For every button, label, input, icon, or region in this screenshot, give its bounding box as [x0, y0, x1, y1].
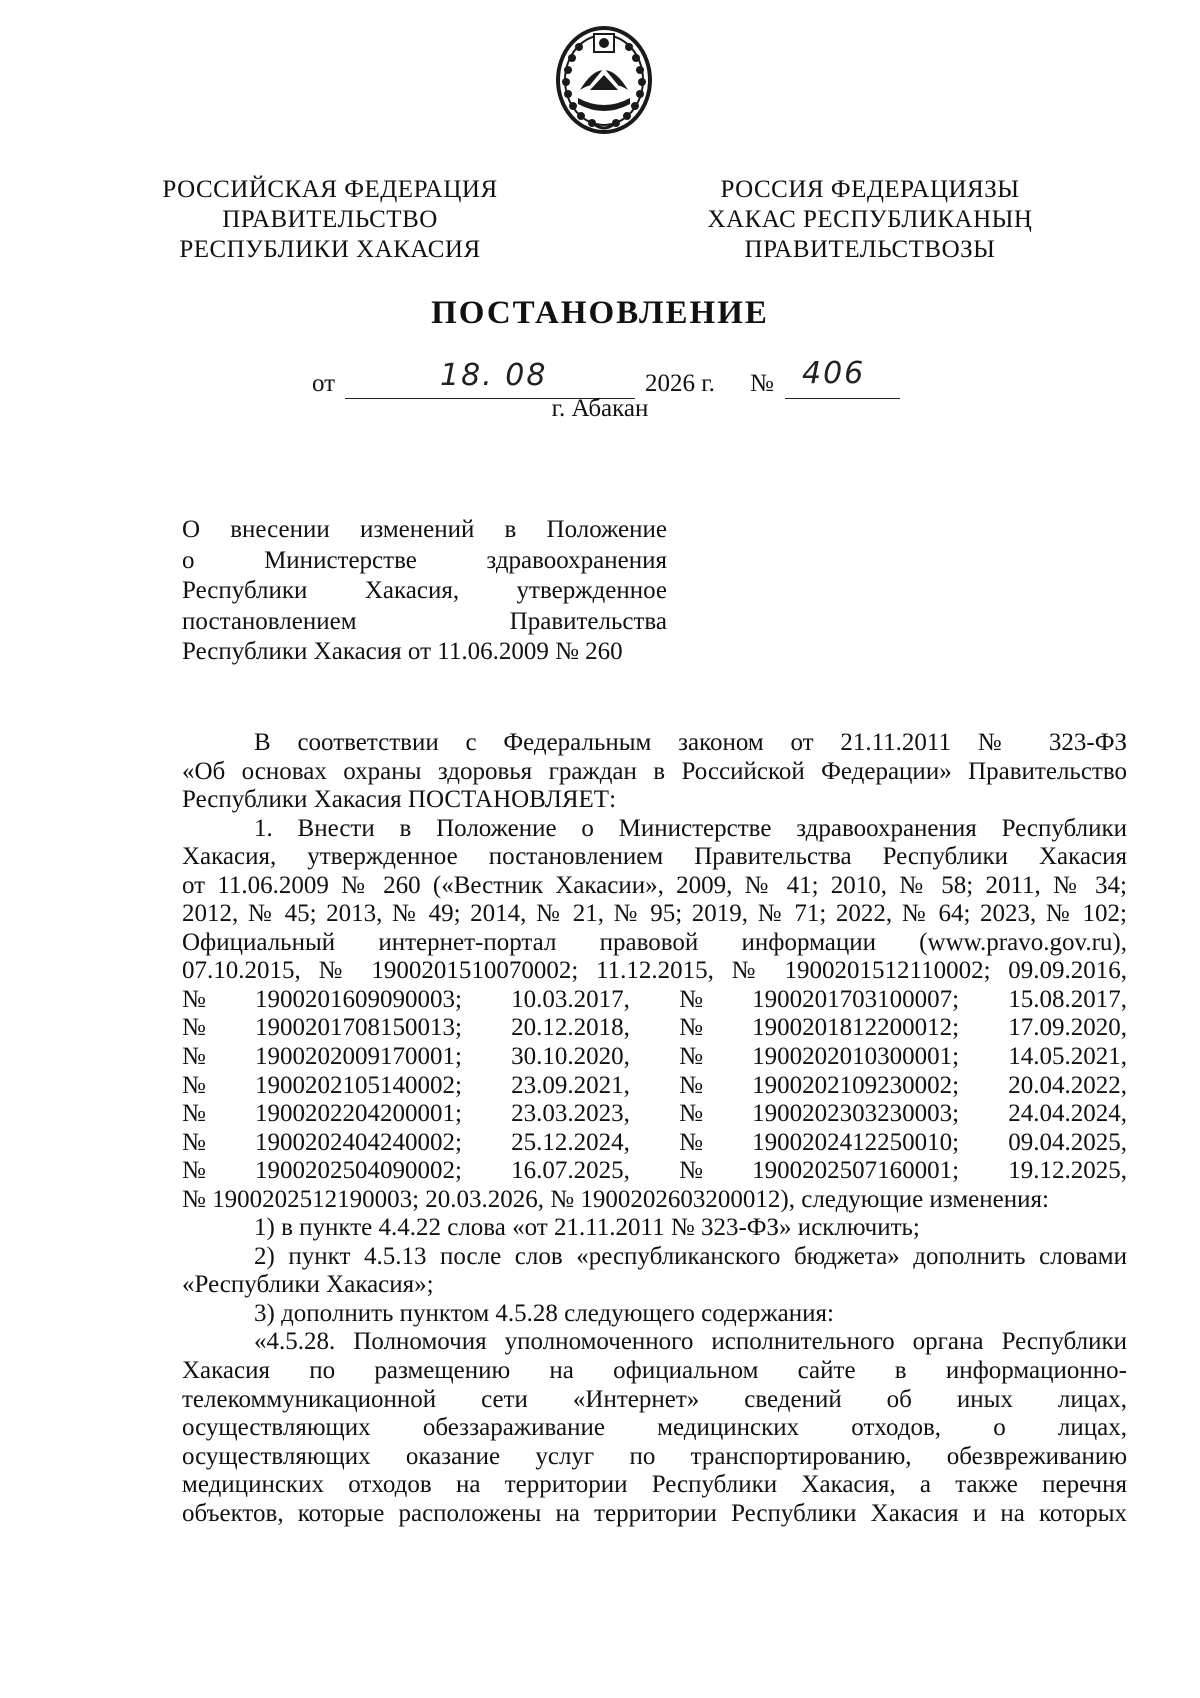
registration-cell: №	[679, 1157, 703, 1185]
body-line: 07.10.2015, № 1900201510070002; 11.12.2015, № 1900201512110002; 09.09.2016,	[182, 957, 1127, 985]
registration-cell: 1900201703100007;	[752, 985, 960, 1013]
year-label: 2026 г.	[645, 370, 715, 397]
body-line: 2012, № 45; 2013, № 49; 2014, № 21, № 95; 2019, № 71; 2022, № 64; 2023, № 102;	[182, 900, 1127, 928]
registration-cell: 1900202009170001;	[255, 1043, 462, 1071]
registration-cell: 09.04.2025,	[1008, 1128, 1127, 1156]
registration-cell: №	[679, 985, 703, 1013]
header-right-line: ХАКАС РЕСПУБЛИКАНЫҢ	[707, 206, 1033, 233]
registration-cell: №	[679, 1071, 703, 1099]
body-line: 3) дополнить пунктом 4.5.28 следующего содержания:	[254, 1299, 834, 1327]
subject-line: Республики Хакасия, утвержденное	[182, 577, 667, 604]
document-title: ПОСТАНОВЛЕНИЕ	[431, 295, 769, 331]
body-line: 1. Внести в Положение о Министерстве здравоохранения Республики	[254, 814, 1127, 842]
header-left-block	[150, 175, 510, 265]
date-number-line	[0, 356, 1200, 400]
registration-row	[182, 1129, 1127, 1158]
subject-line: о Министерстве здравоохранения	[182, 546, 667, 574]
registration-cell: 1900202109230002;	[752, 1071, 960, 1099]
registration-cell: №	[679, 1043, 703, 1071]
registration-cell: 1900202504090002;	[255, 1157, 462, 1185]
body-line: медицинских отходов на территории Республики Хакасия, а также перечня	[182, 1471, 1127, 1499]
body-line: осуществляющих оказание услуг по транспортированию, обезвреживанию	[182, 1442, 1127, 1470]
header-left-line: РОССИЙСКАЯ ФЕДЕРАЦИЯ	[162, 176, 498, 203]
body-line: 1) в пункте 4.4.22 слова «от 21.11.2011 № 323-ФЗ» исключить;	[254, 1214, 920, 1242]
registration-cell: 10.03.2017,	[511, 985, 630, 1013]
registration-cell: 1900202204200001;	[255, 1100, 462, 1128]
registration-row	[182, 1043, 1127, 1072]
registration-cell: 1900202404240002;	[255, 1128, 462, 1156]
body-line: осуществляющих обеззараживание медицинских отходов, о лицах,	[182, 1414, 1127, 1442]
header-left-line: РЕСПУБЛИКИ ХАКАСИЯ	[179, 236, 481, 263]
header-left-line: ПРАВИТЕЛЬСТВО	[222, 206, 438, 233]
date-handwritten: 18. 08	[440, 358, 548, 393]
registration-cell: 19.12.2025,	[1008, 1157, 1127, 1185]
registration-cell: 30.10.2020,	[511, 1043, 630, 1071]
body-line: В соответствии с Федеральным законом от 21.11.2011 № 323-ФЗ	[254, 729, 1127, 756]
registration-cell: №	[182, 1014, 206, 1042]
registration-cell: 1900202010300001;	[752, 1043, 960, 1071]
body-line: телекоммуникационной сети «Интернет» сведений об иных лицах,	[182, 1385, 1127, 1413]
registration-cell: №	[182, 1128, 206, 1156]
registration-cell: 17.09.2020,	[1008, 1014, 1127, 1042]
registration-row	[182, 1100, 1127, 1129]
registration-cell: №	[679, 1100, 703, 1128]
body-line: Хакасия по размещению на официальном сайте в информационно-	[182, 1357, 1127, 1385]
header-right-line: РОССИЯ ФЕДЕРАЦИЯЗЫ	[720, 176, 1020, 203]
registration-cell: №	[182, 1157, 206, 1185]
subject-line: О внесении изменений в Положение	[182, 516, 667, 543]
body-line: Республики Хакасия ПОСТАНОВЛЯЕТ:	[182, 786, 617, 814]
registration-cell: №	[182, 1100, 206, 1128]
registration-cell: №	[679, 1014, 703, 1042]
registration-cell: 16.07.2025,	[511, 1157, 630, 1185]
city-name: г. Абакан	[551, 395, 649, 422]
registration-cell: 1900201708150013;	[255, 1014, 462, 1042]
coat-of-arms-icon	[550, 20, 658, 138]
header-right-block	[690, 175, 1050, 265]
registration-cell: 1900201812200012;	[752, 1014, 960, 1042]
registration-row	[182, 986, 1127, 1015]
body-line: № 1900202512190003; 20.03.2026, № 1900202603200012), следующие изменения:	[182, 1185, 1049, 1213]
registration-cell: 1900202105140002;	[255, 1071, 462, 1099]
body-line: «4.5.28. Полномочия уполномоченного исполнительного органа Республики	[254, 1328, 1127, 1356]
registration-cell: №	[182, 1071, 206, 1099]
registration-numbers-list	[182, 986, 1127, 1186]
registration-cell: 20.12.2018,	[511, 1014, 630, 1042]
body-line: объектов, которые расположены на территории Республики Хакасия и на которых	[182, 1499, 1127, 1527]
registration-cell: №	[182, 1043, 206, 1071]
registration-cell: 1900202507160001;	[752, 1157, 960, 1185]
body-line: Официальный интернет-портал правовой информации (www.pravo.gov.ru),	[182, 928, 1127, 956]
registration-cell: №	[182, 985, 206, 1013]
number-handwritten: 406	[802, 356, 866, 391]
registration-cell: 25.12.2024,	[511, 1128, 630, 1156]
subject-block	[182, 515, 667, 668]
date-prefix: от	[312, 370, 336, 397]
header-right-line: ПРАВИТЕЛЬСТВОЗЫ	[744, 236, 996, 263]
registration-cell: 1900201609090003;	[255, 985, 462, 1013]
body-line: «Об основах охраны здоровья граждан в Российской Федерации» Правительство	[182, 757, 1127, 785]
registration-cell: №	[679, 1128, 703, 1156]
registration-cell: 15.08.2017,	[1008, 985, 1127, 1013]
body-line: «Республики Хакасия»;	[182, 1271, 434, 1299]
body-line: от 11.06.2009 № 260 («Вестник Хакасии», 2009, № 41; 2010, № 58; 2011, № 34;	[182, 871, 1127, 899]
subject-line: Республики Хакасия от 11.06.2009 № 260	[182, 638, 623, 665]
subject-line: постановлением Правительства	[182, 607, 667, 635]
registration-row	[182, 1157, 1127, 1186]
registration-cell: 1900202412250010;	[752, 1128, 960, 1156]
registration-cell: 24.04.2024,	[1008, 1100, 1127, 1128]
body-line: Хакасия, утвержденное постановлением Правительства Республики Хакасия	[182, 843, 1127, 871]
registration-cell: 14.05.2021,	[1008, 1043, 1127, 1071]
registration-row	[182, 1072, 1127, 1101]
registration-cell: 20.04.2022,	[1008, 1071, 1127, 1099]
registration-cell: 23.09.2021,	[511, 1071, 630, 1099]
body-line: 2) пункт 4.5.13 после слов «республиканского бюджета» дополнить словами	[254, 1242, 1127, 1270]
registration-row	[182, 1014, 1127, 1043]
number-sign: №	[750, 370, 774, 397]
document-body	[182, 729, 1127, 1528]
registration-cell: 1900202303230003;	[752, 1100, 960, 1128]
registration-cell: 23.03.2023,	[511, 1100, 630, 1128]
